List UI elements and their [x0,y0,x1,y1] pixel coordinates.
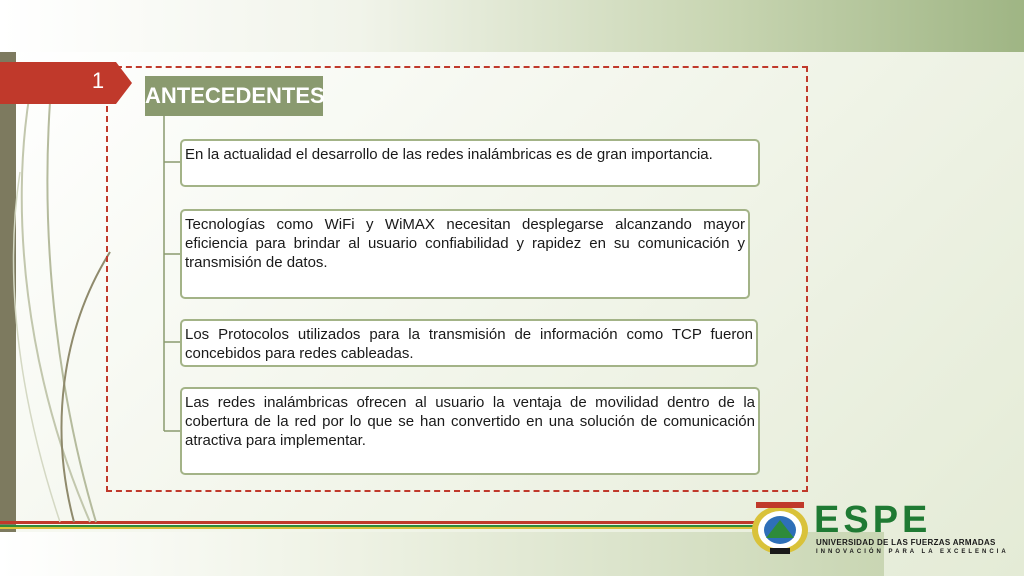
university-motto: INNOVACIÓN PARA LA EXCELENCIA [816,549,1009,555]
top-band [0,0,1024,52]
slide-title: ANTECEDENTES [145,76,323,116]
brand-name: ESPE [814,499,932,541]
university-logo [748,496,1010,556]
slide-number: 1 [91,68,105,93]
university-seal-icon [748,500,812,556]
list-item: En la actualidad el desarrollo de las redes inalámbricas es de gran importancia. [180,139,760,187]
list-item: Los Protocolos utilizados para la transmisión de información como TCP fueron concebidos para redes cableadas. [180,319,758,367]
university-name: UNIVERSIDAD DE LAS FUERZAS ARMADAS [816,538,996,547]
list-item: Las redes inalámbricas ofrecen al usuario la ventaja de movilidad dentro de la cobertura de la red por lo que se han convertido en una solución de comunicación atractiva para implementar. [180,387,760,475]
list-item: Tecnologías como WiFi y WiMAX necesitan desplegarse alcanzando mayor eficiencia para brindar al usuario confiabilidad y rapidez en su comunicación y transmisión de datos. [180,209,750,299]
